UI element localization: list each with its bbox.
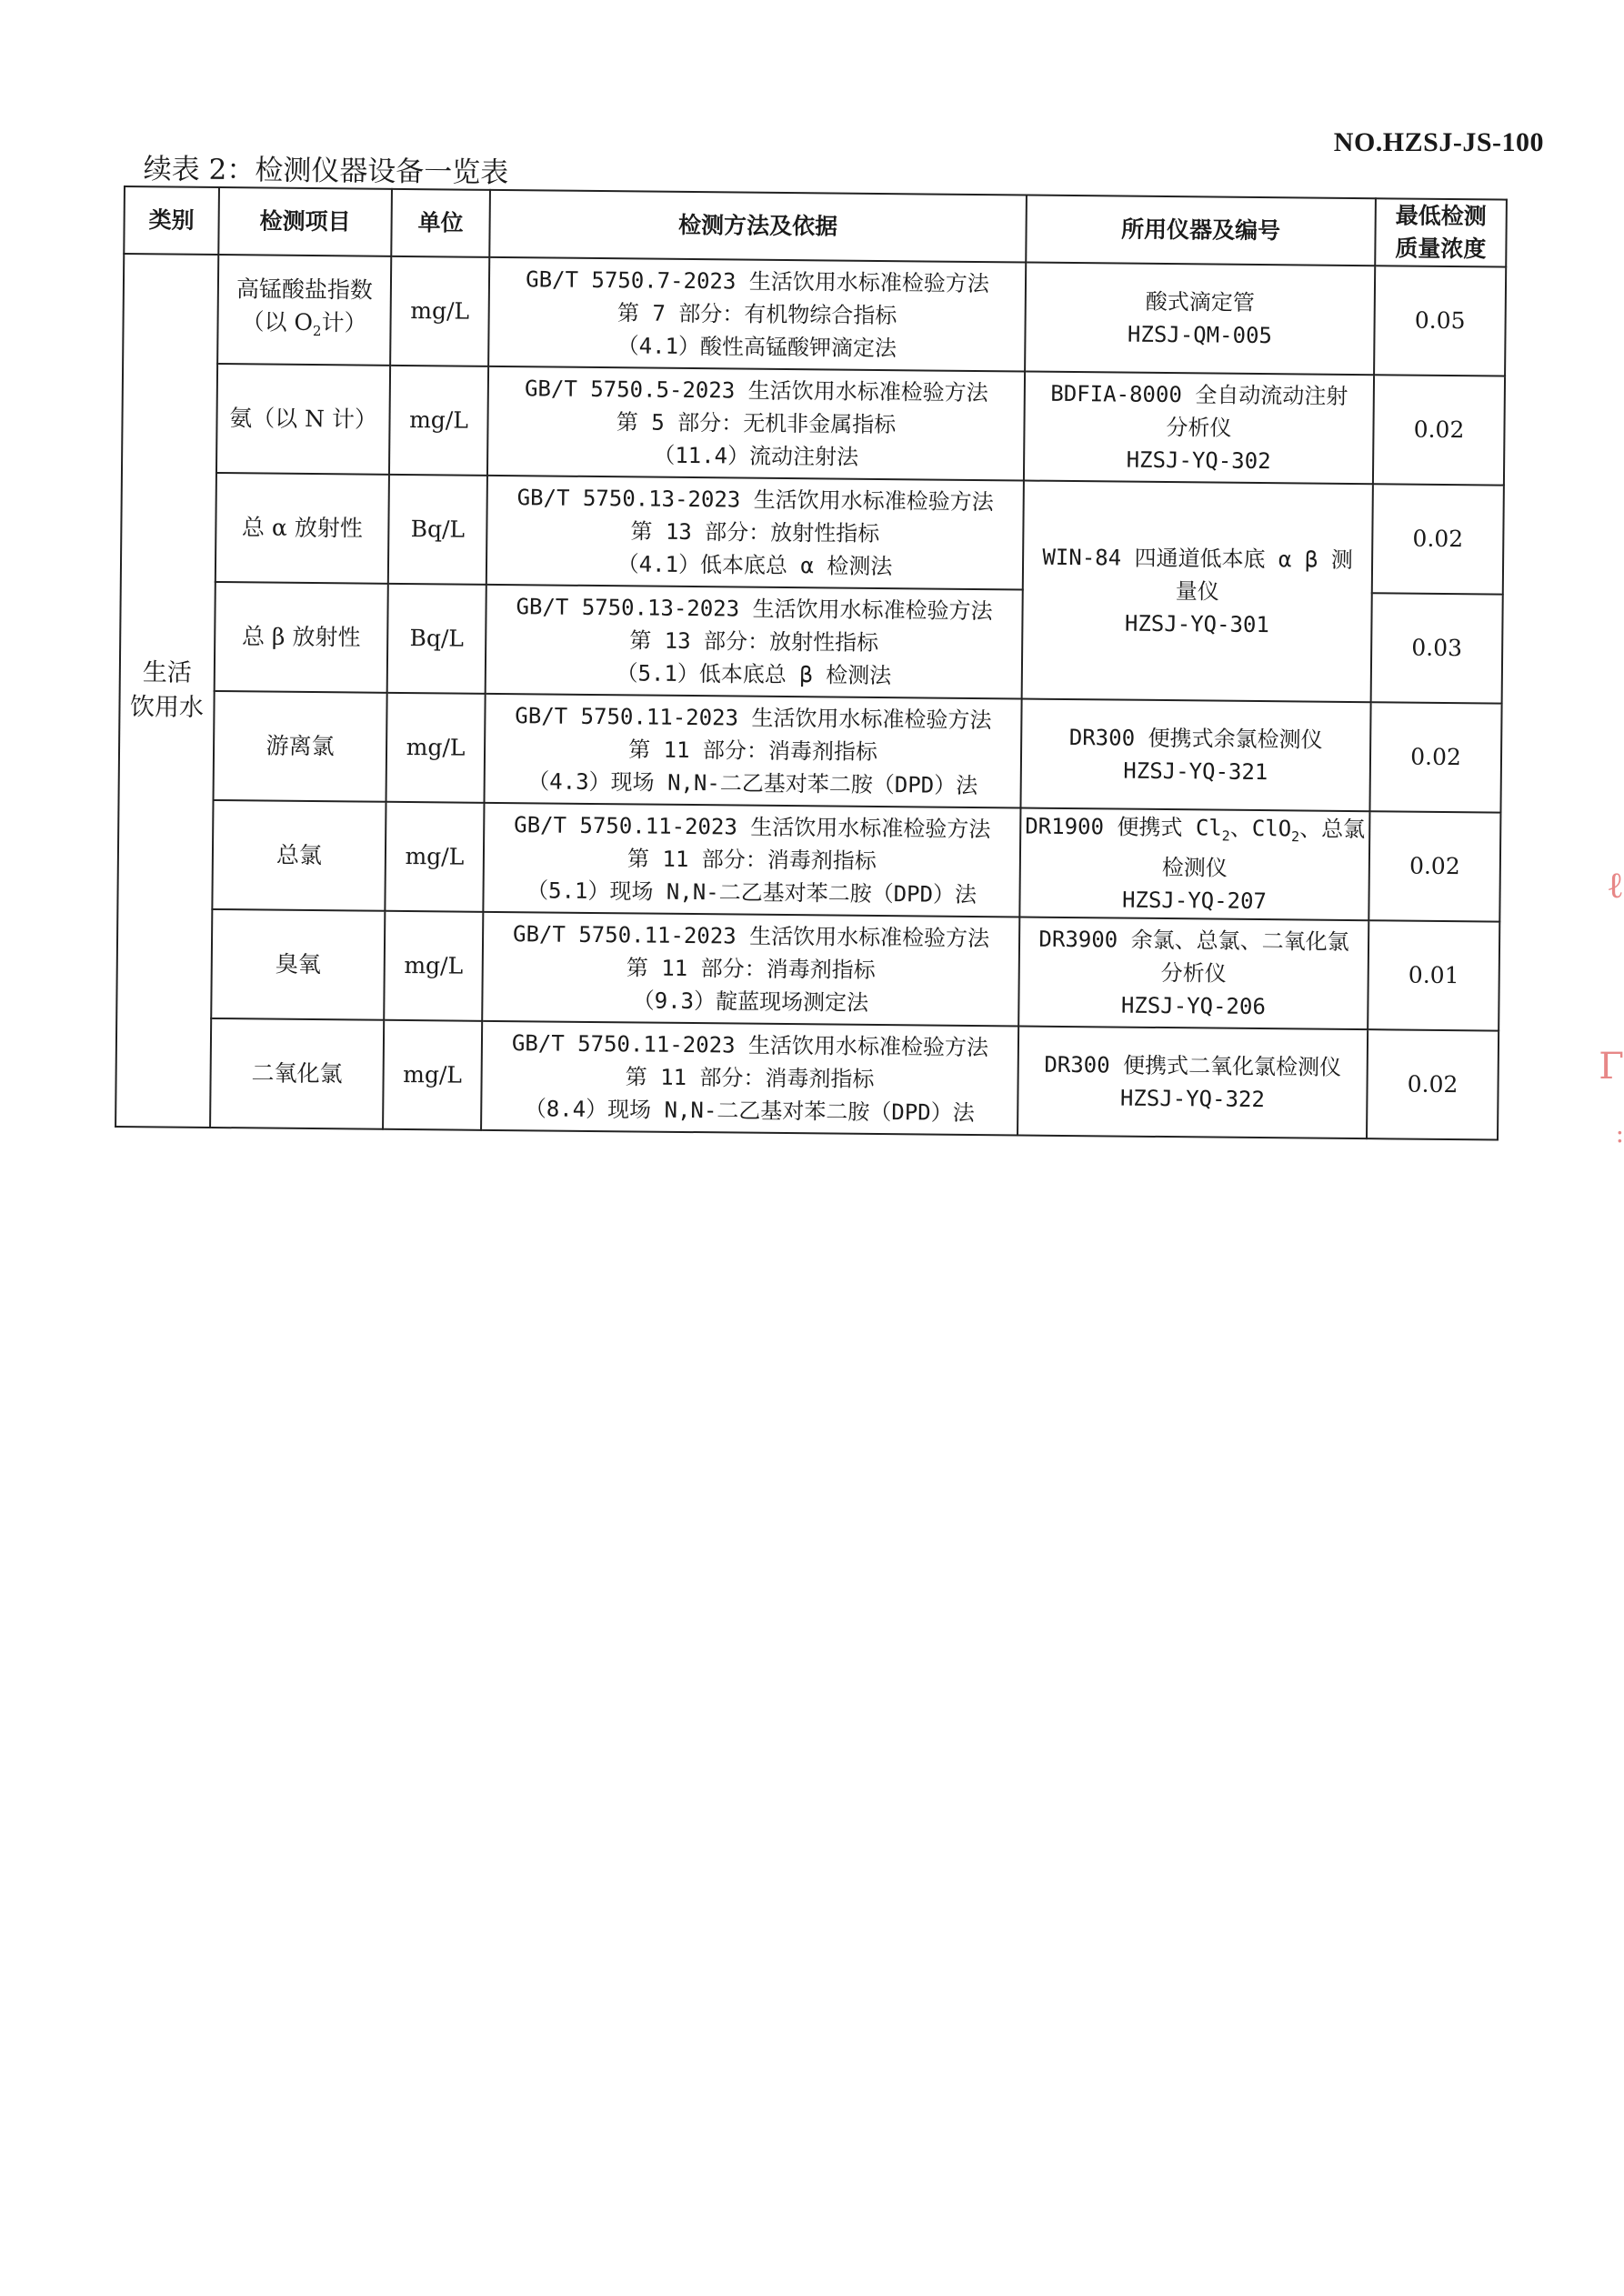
- instrument-cell: [1024, 372, 1374, 485]
- item-cell: 二氧化氯: [210, 1018, 384, 1129]
- table-row: [115, 1018, 1499, 1140]
- unit-cell: mg/L: [386, 693, 486, 803]
- header-lod: [1375, 198, 1507, 266]
- instrument-line: 酸式滴定管: [1145, 288, 1255, 316]
- item-line1: 高锰酸盐指数: [236, 275, 374, 304]
- method-line: （4.3）现场 N,N-二乙基对苯二胺（DPD）法: [527, 768, 978, 799]
- unit-cell: mg/L: [384, 911, 483, 1021]
- header-lod-line1: 最低检测: [1395, 202, 1487, 230]
- table-row: [116, 908, 1499, 1031]
- stamp-fragment-icon: :: [1615, 1118, 1624, 1148]
- header-category: 类别: [124, 186, 219, 255]
- instrument-table: [115, 185, 1508, 1141]
- item-line2: [222, 306, 386, 348]
- method-line: （8.4）现场 N,N-二乙基对苯二胺（DPD）法: [524, 1096, 975, 1127]
- instrument-cell: [1025, 263, 1375, 376]
- lod-cell: 0.02: [1367, 1029, 1499, 1139]
- stamp-fragment-icon: ℓ: [1606, 865, 1624, 907]
- method-line: 第 11 部分：消毒剂指标: [625, 1064, 875, 1092]
- method-cell: [486, 476, 1024, 590]
- method-line: 第 11 部分：消毒剂指标: [626, 955, 876, 983]
- unit-cell: mg/L: [385, 802, 484, 912]
- instrument-line: HZSJ-YQ-207: [1121, 887, 1268, 915]
- item-cell: 氨（以 N 计）: [216, 364, 390, 475]
- instrument-sub: 2: [1291, 827, 1300, 845]
- table-row: [122, 363, 1505, 486]
- header-method: 检测方法及依据: [489, 190, 1027, 263]
- method-line: （9.3）靛蓝现场测定法: [632, 988, 869, 1016]
- unit-cell: mg/L: [390, 256, 489, 366]
- method-line: 第 11 部分：消毒剂指标: [627, 846, 877, 874]
- category-line1: 生活: [142, 658, 193, 687]
- instrument-line: [1025, 809, 1365, 853]
- method-cell: [482, 912, 1019, 1027]
- instrument-line: WIN-84 四通道低本底 α β 测: [1042, 544, 1353, 573]
- unit-cell: mg/L: [389, 366, 488, 476]
- lod-cell: 0.01: [1368, 920, 1499, 1030]
- method-cell: [486, 585, 1023, 699]
- method-line: （11.4）流动注射法: [653, 442, 859, 470]
- item-line2-post: 计）: [321, 308, 367, 336]
- table-row: [117, 799, 1500, 922]
- item-cell: 总 α 放射性: [216, 473, 389, 584]
- lod-cell: 0.02: [1373, 375, 1505, 485]
- method-line: 第 11 部分：消毒剂指标: [628, 737, 878, 765]
- method-cell: [481, 1021, 1018, 1136]
- item-cell: [217, 255, 391, 366]
- method-line: GB/T 5750.5-2023 生活饮用水标准检验方法: [524, 376, 988, 406]
- method-line: （4.1）低本底总 α 检测法: [617, 551, 893, 580]
- table-wrapper: [115, 185, 1506, 1141]
- table-row: [123, 254, 1506, 376]
- method-cell: [488, 257, 1026, 372]
- method-cell: [485, 694, 1022, 808]
- table-row: [121, 472, 1504, 595]
- instrument-line: 分析仪: [1160, 959, 1227, 987]
- instrument-text: 、ClO: [1229, 815, 1292, 841]
- instrument-cell: [1019, 808, 1369, 921]
- lod-cell: 0.02: [1368, 811, 1500, 921]
- instrument-line: 分析仪: [1166, 415, 1232, 441]
- category-line2: 饮用水: [129, 693, 205, 722]
- unit-cell: Bq/L: [387, 584, 486, 694]
- item-line2-sub: 2: [312, 322, 322, 339]
- method-line: GB/T 5750.11-2023 生活饮用水标准检验方法: [515, 703, 992, 734]
- instrument-line: DR300 便携式二氧化氯检测仪: [1044, 1051, 1342, 1080]
- method-line: GB/T 5750.11-2023 生活饮用水标准检验方法: [512, 921, 990, 952]
- table-row: [119, 690, 1502, 813]
- stamp-fragment-icon: Γ: [1599, 1046, 1624, 1088]
- instrument-cell: [1020, 699, 1370, 812]
- unit-cell: mg/L: [383, 1020, 482, 1130]
- instrument-line: DR300 便携式余氯检测仪: [1068, 725, 1323, 753]
- method-line: GB/T 5750.11-2023 生活饮用水标准检验方法: [511, 1030, 989, 1061]
- method-cell: [483, 803, 1020, 917]
- instrument-line: 检测仪: [1161, 855, 1228, 882]
- item-cell: 臭氧: [211, 909, 385, 1020]
- instrument-cell-shared: [1022, 481, 1373, 703]
- instrument-line: 量仪: [1175, 578, 1219, 605]
- instrument-line: HZSJ-YQ-206: [1120, 992, 1266, 1020]
- instrument-line: DR3900 余氯、总氯、二氧化氯: [1038, 926, 1349, 955]
- instrument-line: BDFIA-8000 全自动流动注射: [1050, 380, 1348, 409]
- instrument-cell: [1018, 917, 1368, 1029]
- lod-cell: 0.02: [1372, 484, 1504, 594]
- lod-cell: 0.02: [1369, 702, 1501, 812]
- table-caption: 续表 2：检测仪器设备一览表: [143, 152, 509, 190]
- instrument-sub: 2: [1221, 827, 1230, 845]
- header-instrument: 所用仪器及编号: [1026, 196, 1376, 266]
- method-line: GB/T 5750.7-2023 生活饮用水标准检验方法: [526, 266, 989, 297]
- item-cell: 总氯: [212, 800, 386, 911]
- lod-cell: 0.03: [1371, 593, 1503, 703]
- instrument-line: HZSJ-YQ-301: [1124, 610, 1270, 638]
- method-line: GB/T 5750.13-2023 生活饮用水标准检验方法: [516, 485, 994, 516]
- category-cell: [115, 254, 218, 1128]
- method-line: GB/T 5750.11-2023 生活饮用水标准检验方法: [514, 812, 991, 843]
- header-item: 检测项目: [218, 187, 392, 256]
- method-line: 第 13 部分：放射性指标: [629, 627, 879, 656]
- method-line: （5.1）低本底总 β 检测法: [616, 660, 892, 689]
- instrument-line: HZSJ-YQ-302: [1126, 446, 1271, 475]
- header-lod-line2: 质量浓度: [1395, 235, 1487, 263]
- item-cell: 游离氯: [214, 691, 387, 802]
- instrument-cell: [1018, 1026, 1368, 1138]
- item-line2-pre: （以 O: [241, 307, 314, 336]
- method-line: GB/T 5750.13-2023 生活饮用水标准检验方法: [516, 594, 993, 625]
- item-cell: 总 β 放射性: [215, 582, 388, 693]
- method-line: 第 7 部分：有机物综合指标: [617, 300, 897, 329]
- method-cell: [487, 366, 1025, 481]
- instrument-line: HZSJ-YQ-321: [1123, 757, 1268, 786]
- method-line: 第 13 部分：放射性指标: [630, 518, 880, 546]
- unit-cell: Bq/L: [388, 475, 487, 585]
- lod-cell: 0.05: [1374, 266, 1506, 376]
- instrument-line: HZSJ-QM-005: [1127, 321, 1273, 349]
- instrument-text: 、总氯: [1299, 816, 1366, 842]
- method-line: 第 5 部分：无机非金属指标: [616, 409, 897, 438]
- method-line: （5.1）现场 N,N-二乙基对苯二胺（DPD）法: [526, 877, 977, 908]
- document-number: NO.HZSJ-JS-100: [1333, 127, 1544, 157]
- header-unit: 单位: [391, 189, 490, 257]
- method-line: （4.1）酸性高锰酸钾滴定法: [617, 333, 897, 362]
- instrument-line: HZSJ-YQ-322: [1119, 1085, 1266, 1113]
- instrument-text: DR1900 便携式 Cl: [1025, 813, 1222, 841]
